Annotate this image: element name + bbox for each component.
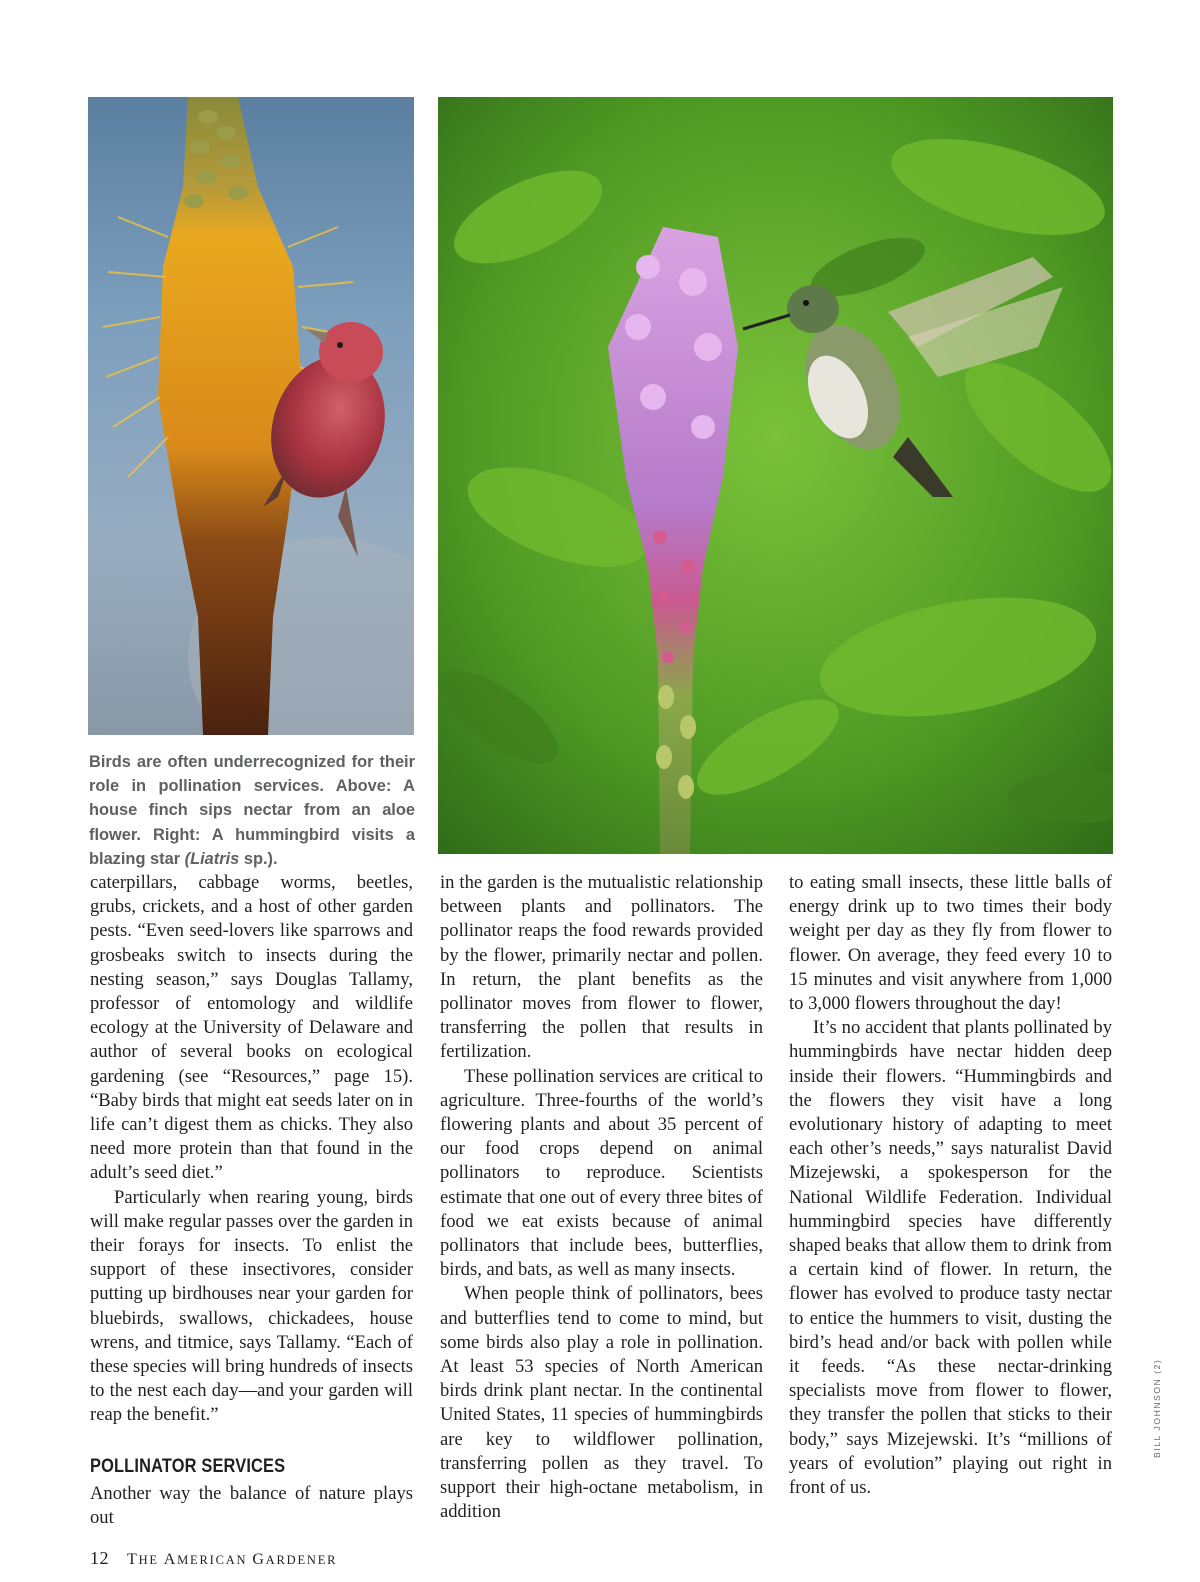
magazine-text: HE bbox=[138, 1553, 164, 1567]
section-heading: POLLINATOR SERVICES bbox=[90, 1454, 286, 1477]
magazine-text: ARDENER bbox=[265, 1553, 338, 1567]
photo-credit: BILL JOHNSON (2) bbox=[1152, 1358, 1162, 1458]
photo-house-finch-aloe bbox=[88, 97, 414, 735]
magazine-initial: G bbox=[252, 1551, 266, 1568]
page-footer bbox=[90, 1548, 337, 1569]
page-number: 12 bbox=[90, 1548, 109, 1568]
article-column-1 bbox=[90, 871, 413, 1530]
paragraph: caterpillars, cabbage worms, beetles, grubs, crickets, and a host of other garden pests. “Even seed-lovers like sparrows and grosbeaks switch to insects during the nesting season,” says Douglas Tallamy, professor of entomology and wildlife ecology at the University of Delaware and author of several books on ecological gardening (see “Resources,” page 15). “Baby birds that might eat seeds later on in life can’t digest them as chicks. They also need more protein than that found in the adult’s seed diet.” bbox=[90, 872, 413, 1184]
paragraph: It’s no accident that plants pollinated by hummingbirds have nectar hidden deep inside their flowers. “Hummingbirds and the flowers they visit have a long evolutionary history of adapting to meet each other’s needs,” says naturalist David Mizejewski, a spokesperson for the National Wildlife Federation. Individual hummingbird species have differently shaped beaks that allow them to drink from a certain kind of flower. In return, the flower has evolved to produce tasty nectar to entice the hummers to visit, dusting the bird’s head and/or back with pollen while it feeds. “As these nectar-drinking specialists move from flower to flower, they transfer the pollen that sticks to their body,” says Mizejewski. It’s “millions of years of evolution” playing out right in front of us. bbox=[789, 1017, 1112, 1499]
paragraph: to eating small insects, these little balls of energy drink up to two times their body weight per day as they fly from flower to flower. On average, they feed every 10 to 15 minutes and visit anywhere from 1,000 to 3,000 flowers throughout the day! bbox=[789, 872, 1112, 1015]
paragraph: Particularly when rearing young, birds will make regular passes over the garden in their forays for insects. To enlist the support of these insectivores, consider putting up birdhouses near your garden for bluebirds, swallows, chickadees, house wrens, and titmice, says Tallamy. “Each of these species will bring hundreds of insects to the nest each day—and your garden will reap the benefit.” bbox=[90, 1186, 413, 1426]
paragraph: When people think of pollinators, bees and butterflies tend to come to mind, but some birds also play a role in pollination. At least 53 species of North American birds drink plant nectar. In the continental United States, 11 species of hummingbirds are key to wildflower pollination, transferring pollen as they travel. To support their high-octane metabolism, in addition bbox=[440, 1283, 763, 1523]
caption-tail: sp.). bbox=[239, 849, 278, 868]
photo-caption bbox=[89, 750, 415, 871]
paragraph: These pollination services are critical to agriculture. Three-fourths of the world’s flowering plants and about 35 percent of our food crops depend on animal pollinators to reproduce. Scientists estimate that one out of every three bites of food we eat exists because of animal pollinators that include bees, butterflies, birds, and bats, as well as many insects. bbox=[440, 1065, 763, 1281]
caption-lead: Birds are often underrecognized for their role in pollination services. Above: A house finch sips nectar from an aloe flower. Right: A hummingbird visits a blazing star bbox=[89, 753, 415, 868]
magazine-text: MERICAN bbox=[177, 1553, 253, 1567]
article-column-3 bbox=[789, 871, 1112, 1500]
photo-hummingbird-blazing-star bbox=[438, 97, 1113, 854]
magazine-name bbox=[127, 1553, 337, 1567]
paragraph: in the garden is the mutualistic relationship between plants and pollinators. The pollinator reaps the food rewards provided by the flower, primarily nectar and pollen. In return, the plant benefits as the pollinator moves from flower to flower, transferring the pollen that results in fertilization. bbox=[440, 872, 763, 1063]
article-column-2 bbox=[440, 871, 763, 1524]
magazine-initial: T bbox=[127, 1551, 139, 1568]
caption-italic: (Liatris bbox=[184, 849, 240, 868]
magazine-initial: A bbox=[163, 1551, 178, 1568]
paragraph: Another way the balance of nature plays out bbox=[90, 1482, 413, 1528]
